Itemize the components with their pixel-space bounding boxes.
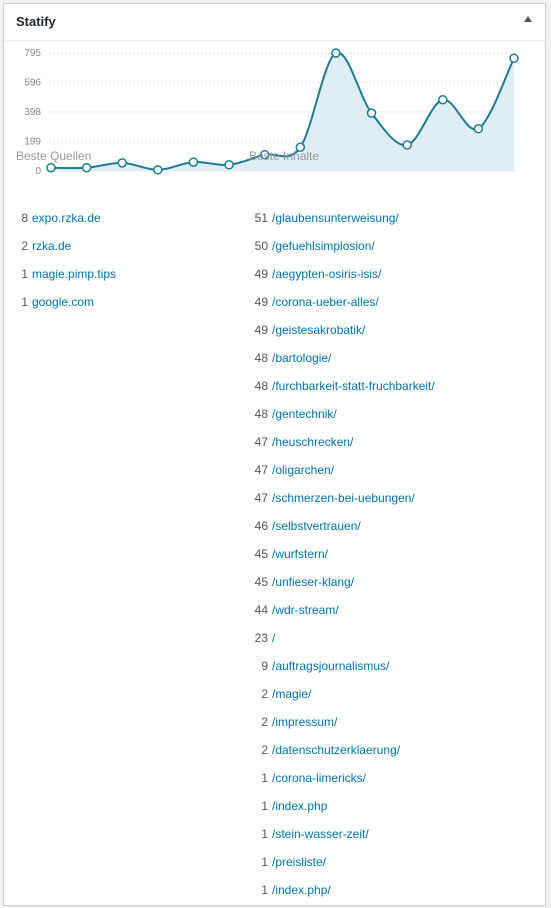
list-item bbox=[250, 596, 435, 624]
item-count: 49 bbox=[254, 267, 268, 281]
list-item bbox=[250, 288, 435, 316]
list-item bbox=[14, 288, 116, 316]
list-item bbox=[250, 764, 435, 792]
item-count: 2 bbox=[21, 239, 28, 253]
list-item bbox=[250, 344, 435, 372]
list-item bbox=[250, 484, 435, 512]
item-link[interactable]: /gentechnik/ bbox=[272, 407, 337, 421]
list-item bbox=[250, 624, 435, 652]
data-point[interactable] bbox=[439, 96, 447, 104]
item-link[interactable]: /magie/ bbox=[272, 687, 312, 701]
item-link[interactable]: /datenschutzerklaerung/ bbox=[272, 743, 401, 757]
list-item bbox=[250, 372, 435, 400]
widget-title: Statify bbox=[16, 14, 56, 29]
data-point[interactable] bbox=[225, 161, 233, 169]
item-link[interactable]: /glaubensunterweisung/ bbox=[272, 211, 399, 225]
item-link[interactable]: /corona-ueber-alles/ bbox=[272, 295, 379, 309]
item-count: 44 bbox=[254, 603, 268, 617]
list-item bbox=[250, 652, 435, 680]
list-item bbox=[14, 260, 116, 288]
item-link[interactable]: expo.rzka.de bbox=[32, 211, 101, 225]
item-link[interactable]: /unfieser-klang/ bbox=[272, 575, 355, 589]
item-count: 48 bbox=[254, 379, 268, 393]
item-count: 49 bbox=[254, 323, 268, 337]
collapse-toggle-icon[interactable] bbox=[524, 16, 532, 22]
item-count: 2 bbox=[261, 743, 268, 757]
item-link[interactable]: /furchbarkeit-statt-fruchbarkeit/ bbox=[272, 379, 435, 393]
item-count: 2 bbox=[261, 687, 268, 701]
item-link[interactable]: /bartologie/ bbox=[272, 351, 332, 365]
list-item bbox=[250, 708, 435, 736]
item-count: 9 bbox=[261, 659, 268, 673]
item-link[interactable]: /auftragsjournalismus/ bbox=[272, 659, 390, 673]
item-link[interactable]: google.com bbox=[32, 295, 95, 309]
item-count: 2 bbox=[261, 715, 268, 729]
list-item bbox=[250, 876, 435, 904]
data-point[interactable] bbox=[47, 164, 55, 172]
item-link[interactable]: /geistesakrobatik/ bbox=[272, 323, 366, 337]
list-item bbox=[14, 204, 116, 232]
item-count: 47 bbox=[254, 491, 268, 505]
item-link[interactable]: /aegypten-osiris-isis/ bbox=[272, 267, 382, 281]
item-count: 49 bbox=[254, 295, 268, 309]
y-tick-label: 795 bbox=[24, 48, 41, 59]
item-link[interactable]: /schmerzen-bei-uebungen/ bbox=[272, 491, 415, 505]
item-count: 1 bbox=[261, 883, 268, 897]
item-link[interactable]: /oligarchen/ bbox=[272, 463, 335, 477]
list-item bbox=[250, 456, 435, 484]
item-link[interactable]: /heuschrecken/ bbox=[272, 435, 354, 449]
item-count: 8 bbox=[21, 211, 28, 225]
list-item bbox=[14, 232, 116, 260]
item-count: 1 bbox=[261, 827, 268, 841]
item-count: 1 bbox=[261, 771, 268, 785]
statify-widget bbox=[3, 3, 546, 906]
item-link[interactable]: /gefuehlsimplosion/ bbox=[272, 239, 375, 253]
widget-header[interactable] bbox=[4, 4, 545, 41]
item-link[interactable]: / bbox=[272, 631, 276, 645]
item-count: 51 bbox=[254, 211, 268, 225]
item-count: 48 bbox=[254, 407, 268, 421]
data-point[interactable] bbox=[154, 166, 162, 174]
item-count: 1 bbox=[261, 799, 268, 813]
item-count: 48 bbox=[254, 351, 268, 365]
list-item bbox=[250, 736, 435, 764]
item-count: 47 bbox=[254, 463, 268, 477]
list-item bbox=[250, 400, 435, 428]
item-link[interactable]: /index.php bbox=[272, 799, 328, 813]
list-item bbox=[250, 512, 435, 540]
item-link[interactable]: /corona-limericks/ bbox=[272, 771, 367, 785]
data-point[interactable] bbox=[332, 49, 340, 57]
item-link[interactable]: rzka.de bbox=[32, 239, 72, 253]
list-item bbox=[250, 204, 435, 232]
data-point[interactable] bbox=[118, 159, 126, 167]
item-link[interactable]: /wdr-stream/ bbox=[272, 603, 339, 617]
contents-list bbox=[250, 204, 435, 904]
sources-title: Beste Quellen bbox=[16, 149, 92, 163]
list-item bbox=[250, 316, 435, 344]
data-point[interactable] bbox=[510, 54, 518, 62]
item-count: 50 bbox=[254, 239, 268, 253]
item-link[interactable]: /index.php/ bbox=[272, 883, 331, 897]
sources-list bbox=[14, 204, 116, 316]
item-count: 47 bbox=[254, 435, 268, 449]
data-point[interactable] bbox=[474, 125, 482, 133]
item-count: 45 bbox=[254, 575, 268, 589]
y-tick-label: 398 bbox=[24, 106, 41, 118]
list-item bbox=[250, 232, 435, 260]
item-count: 46 bbox=[254, 519, 268, 533]
item-count: 45 bbox=[254, 547, 268, 561]
data-point[interactable] bbox=[403, 141, 411, 149]
item-link[interactable]: /preisliste/ bbox=[272, 855, 327, 869]
y-tick-label: 199 bbox=[24, 136, 41, 148]
item-link[interactable]: /stein-wasser-zeit/ bbox=[272, 827, 369, 841]
item-count: 1 bbox=[21, 295, 28, 309]
item-count: 1 bbox=[261, 855, 268, 869]
list-item bbox=[250, 848, 435, 876]
item-link[interactable]: /impressum/ bbox=[272, 715, 338, 729]
list-item bbox=[250, 820, 435, 848]
list-item bbox=[250, 792, 435, 820]
list-item bbox=[250, 428, 435, 456]
y-tick-label: 0 bbox=[35, 166, 41, 177]
item-link[interactable]: magie.pimp.tips bbox=[32, 267, 117, 281]
data-point[interactable] bbox=[368, 109, 376, 117]
list-item bbox=[250, 540, 435, 568]
item-link[interactable]: /wurfstern/ bbox=[272, 547, 329, 561]
contents-title: Beste Inhalte bbox=[249, 149, 320, 163]
data-point[interactable] bbox=[189, 158, 197, 166]
item-count: 1 bbox=[21, 267, 28, 281]
list-item bbox=[250, 680, 435, 708]
list-item bbox=[250, 568, 435, 596]
item-count: 23 bbox=[254, 631, 268, 645]
item-link[interactable]: /selbstvertrauen/ bbox=[272, 519, 361, 533]
data-point[interactable] bbox=[83, 164, 91, 172]
list-item bbox=[250, 260, 435, 288]
y-tick-label: 596 bbox=[24, 77, 41, 89]
